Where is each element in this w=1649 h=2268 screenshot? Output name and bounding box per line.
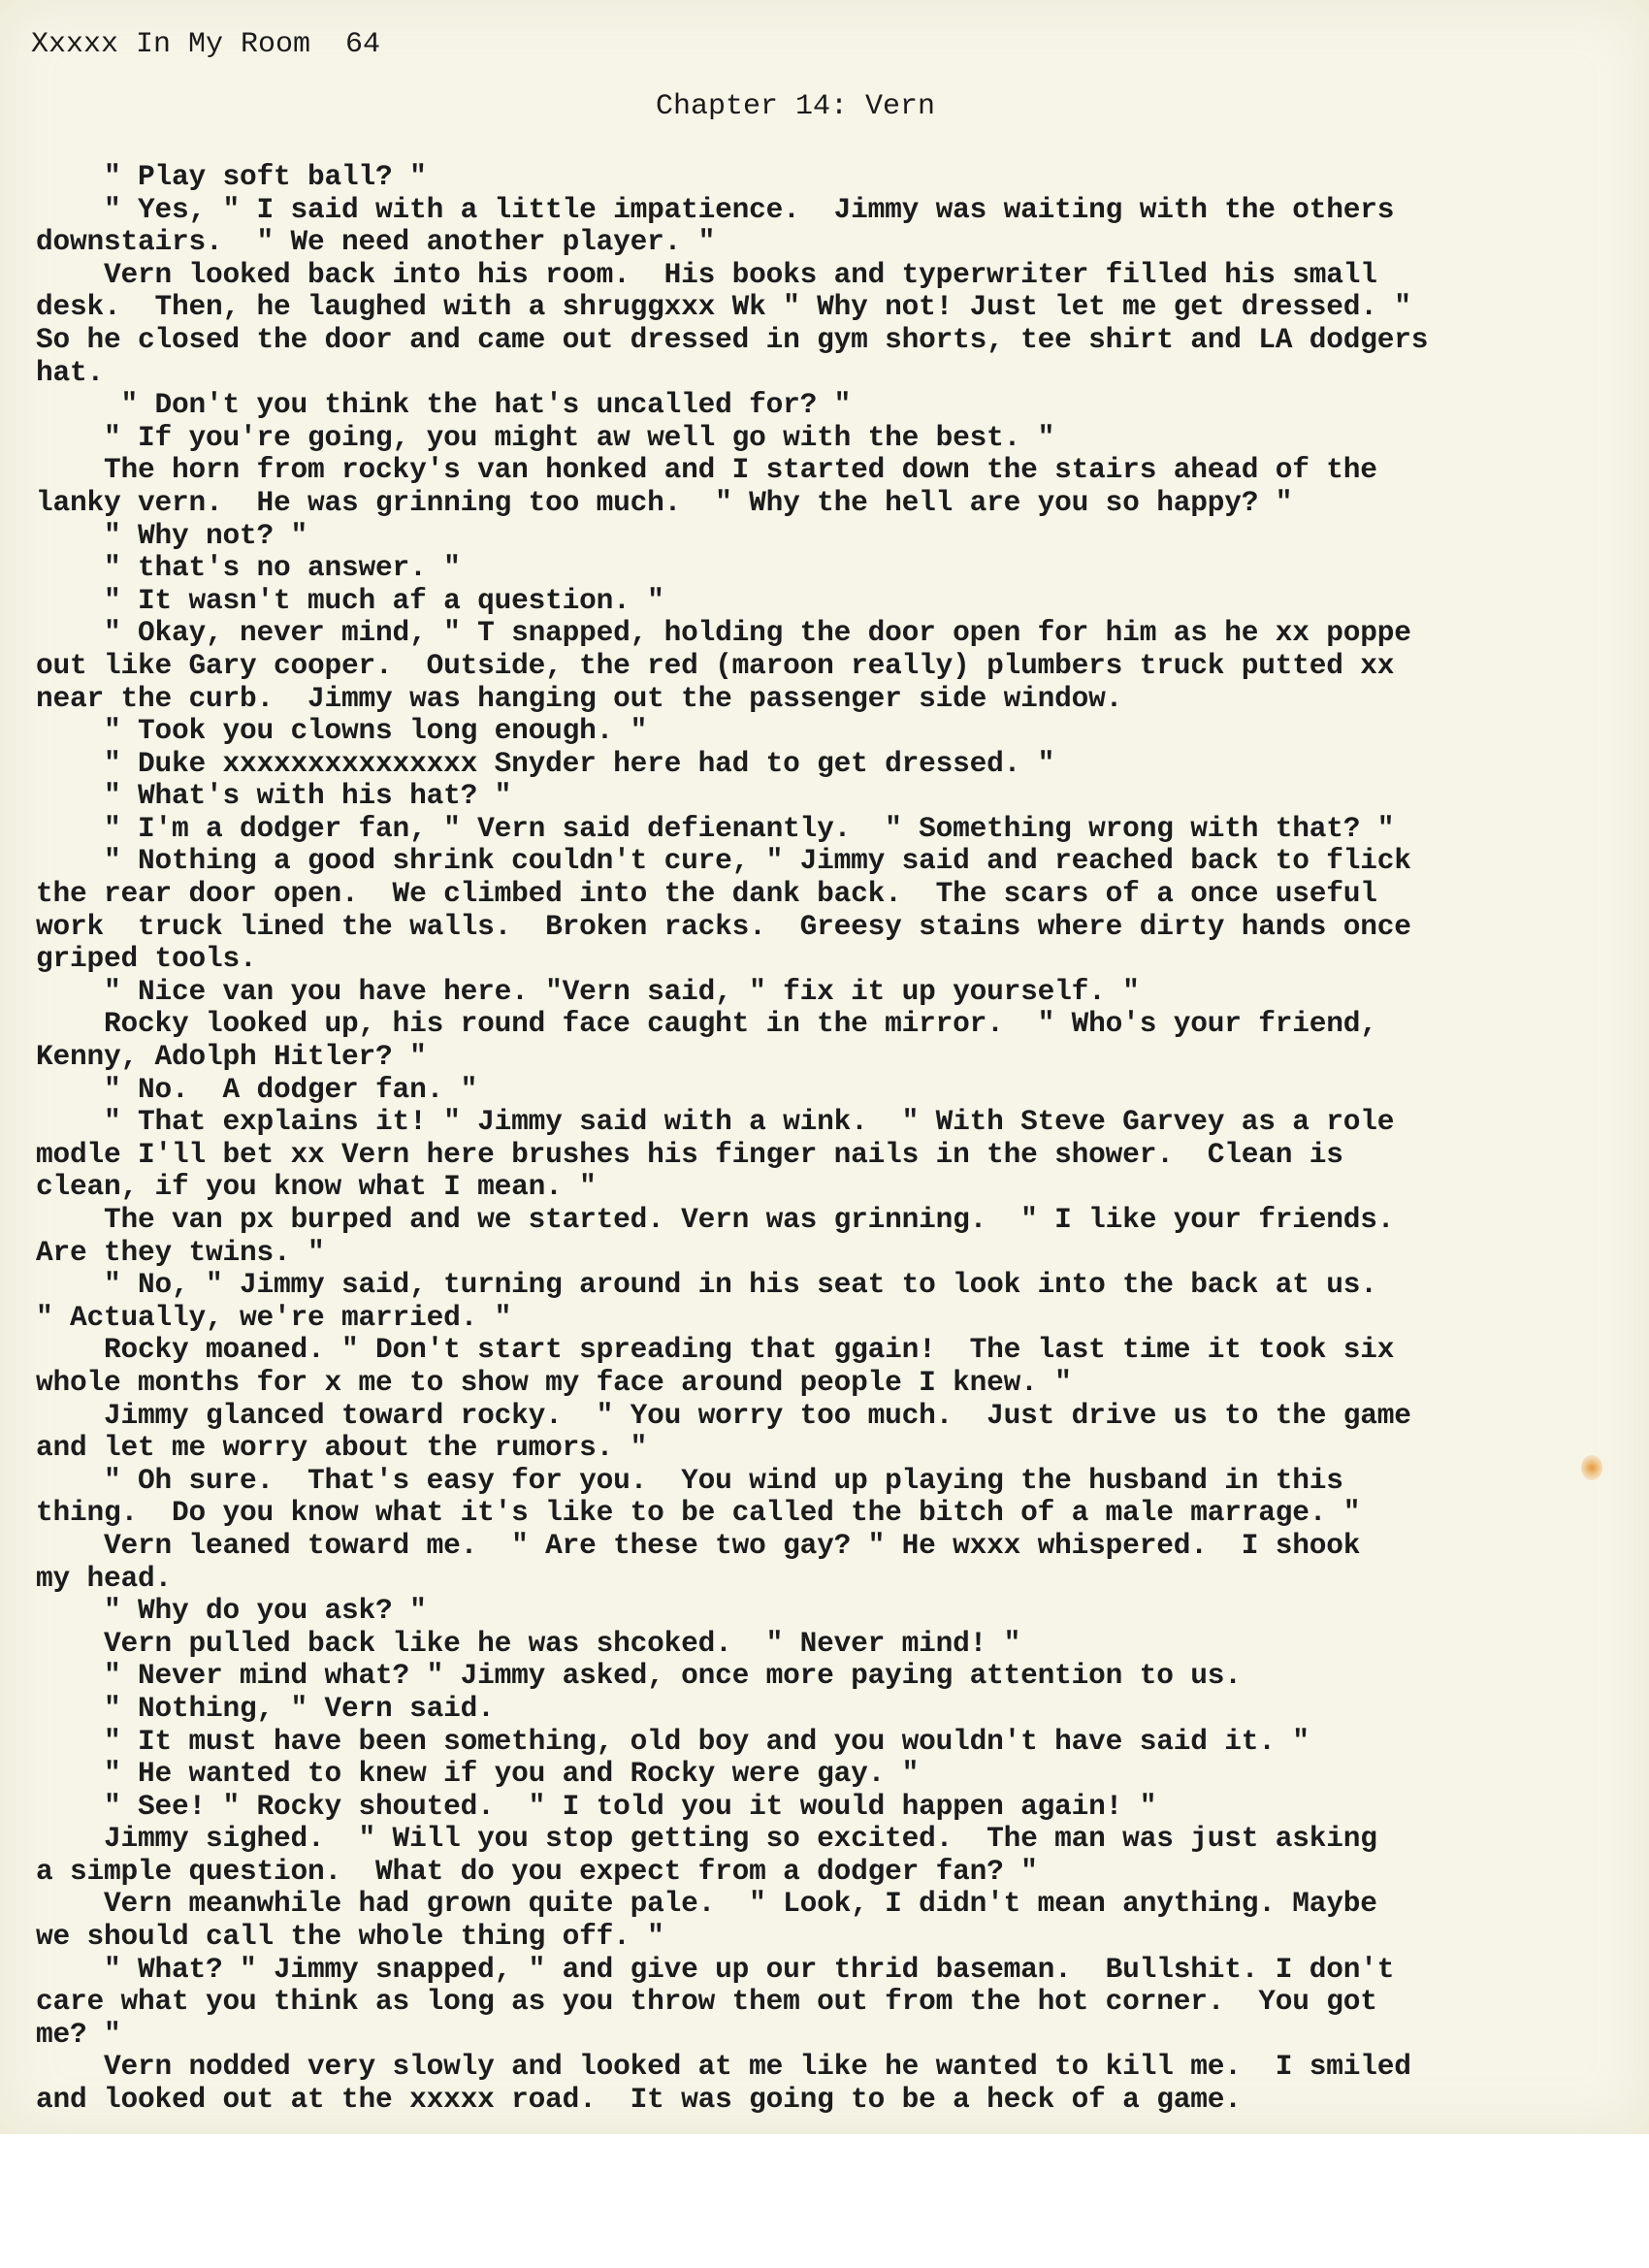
text-line: we should call the whole thing off. " bbox=[36, 1920, 664, 1954]
manuscript-body bbox=[36, 161, 1636, 2117]
text-line: my head. bbox=[36, 1561, 173, 1595]
text-line: work truck lined the walls. Broken racks. Greesy stains where dirty hands once bbox=[36, 909, 1411, 943]
text-line: hat. bbox=[36, 355, 105, 389]
text-line: near the curb. Jimmy was hanging out the passenger side window. bbox=[36, 681, 1123, 715]
text-line: me? " bbox=[36, 2017, 121, 2051]
text-line: clean, if you know what I mean. " bbox=[36, 1170, 597, 1204]
text-line: modle I'll bet xx Vern here brushes his finger nails in the shower. Clean is bbox=[36, 1137, 1343, 1171]
text-line: thing. Do you know what it's like to be called the bitch of a male marrage. " bbox=[36, 1496, 1361, 1530]
text-line: " That explains it! " Jimmy said with a wink. " With Steve Garvey as a role bbox=[36, 1105, 1395, 1139]
text-line: Kenny, Adolph Hitler? " bbox=[36, 1040, 427, 1074]
page-header: Xxxxx In My Room 64 bbox=[31, 28, 381, 61]
text-line: griped tools. bbox=[36, 942, 257, 976]
text-line: " Nothing, " Vern said. bbox=[36, 1691, 495, 1725]
chapter-title: Chapter 14: Vern bbox=[655, 90, 936, 123]
text-line: The horn from rocky's van honked and I started down the stairs ahead of the bbox=[36, 453, 1377, 487]
text-line: " It wasn't much af a question. " bbox=[36, 583, 664, 617]
text-line: and let me worry about the rumors. " bbox=[36, 1431, 648, 1465]
text-line: Are they twins. " bbox=[36, 1235, 325, 1269]
text-line: " Why not? " bbox=[36, 518, 308, 552]
text-line: Vern pulled back like he was shcoked. " Never mind! " bbox=[36, 1626, 1021, 1660]
text-line: " Took you clowns long enough. " bbox=[36, 714, 648, 748]
text-line: " No, " Jimmy said, turning around in his seat to look into the back at us. bbox=[36, 1268, 1377, 1302]
text-line: Jimmy sighed. " Will you stop getting so excited. The man was just asking bbox=[36, 1822, 1377, 1856]
text-line: care what you think as long as you throw them out from the hot corner. You got bbox=[36, 1985, 1377, 2019]
text-line: Vern nodded very slowly and looked at me like he wanted to kill me. I smiled bbox=[36, 2050, 1411, 2084]
text-line: " See! " Rocky shouted. " I told you it would happen again! " bbox=[36, 1789, 1157, 1823]
text-line: lanky vern. He was grinning too much. " Why the hell are you so happy? " bbox=[36, 485, 1293, 519]
text-line: " If you're going, you might aw well go with the best. " bbox=[36, 420, 1055, 454]
text-line: downstairs. " We need another player. " bbox=[36, 225, 716, 259]
text-line: Rocky looked up, his round face caught in the mirror. " Who's your friend, bbox=[36, 1007, 1377, 1041]
text-line: " It must have been something, old boy and you wouldn't have said it. " bbox=[36, 1724, 1310, 1758]
text-line: " No. A dodger fan. " bbox=[36, 1072, 478, 1106]
text-line: " I'm a dodger fan, " Vern said defienantly. " Something wrong with that? " bbox=[36, 811, 1395, 845]
text-line: " Duke xxxxxxxxxxxxxxx Snyder here had to get dressed. " bbox=[36, 746, 1055, 780]
text-line: " Yes, " I said with a little impatience. Jimmy was waiting with the others bbox=[36, 192, 1395, 226]
text-line: whole months for x me to show my face around people I knew. " bbox=[36, 1365, 1072, 1399]
text-line: " Never mind what? " Jimmy asked, once more paying attention to us. bbox=[36, 1659, 1242, 1693]
text-line: " that's no answer. " bbox=[36, 551, 461, 585]
text-line: " Play soft ball? " bbox=[36, 160, 427, 193]
text-line: Vern looked back into his room. His books and typerwriter filled his small bbox=[36, 257, 1377, 291]
text-line: The van px burped and we started. Vern was grinning. " I like your friends. bbox=[36, 1203, 1395, 1236]
text-line: " He wanted to knew if you and Rocky were gay. " bbox=[36, 1757, 920, 1791]
text-line: " Nothing a good shrink couldn't cure, " Jimmy said and reached back to flick bbox=[36, 844, 1411, 878]
text-line: and looked out at the xxxxx road. It was going to be a heck of a game. bbox=[36, 2083, 1242, 2117]
text-line: desk. Then, he laughed with a shruggxxx Wk " Why not! Just let me get dressed. " bbox=[36, 290, 1411, 324]
text-line: " Don't you think the hat's uncalled for? " bbox=[36, 388, 852, 422]
text-line: " Oh sure. That's easy for you. You wind up playing the husband in this bbox=[36, 1463, 1343, 1497]
text-line: " What? " Jimmy snapped, " and give up our thrid baseman. Bullshit. I don't bbox=[36, 1952, 1395, 1986]
text-line: " Why do you ask? " bbox=[36, 1594, 427, 1628]
text-line: " What's with his hat? " bbox=[36, 779, 512, 813]
text-line: Jimmy glanced toward rocky. " You worry too much. Just drive us to the game bbox=[36, 1398, 1411, 1432]
text-line: " Okay, never mind, " T snapped, holding the door open for him as he xx poppe bbox=[36, 616, 1411, 650]
text-line: a simple question. What do you expect from a dodger fan? " bbox=[36, 1854, 1038, 1888]
text-line: So he closed the door and came out dressed in gym shorts, tee shirt and LA dodgers bbox=[36, 322, 1429, 356]
text-line: " Nice van you have here. "Vern said, " fix it up yourself. " bbox=[36, 974, 1140, 1008]
text-line: the rear door open. We climbed into the dank back. The scars of a once useful bbox=[36, 877, 1377, 911]
text-line: Vern meanwhile had grown quite pale. " Look, I didn't mean anything. Maybe bbox=[36, 1887, 1377, 1921]
text-line: Vern leaned toward me. " Are these two gay? " He wxxx whispered. I shook bbox=[36, 1528, 1361, 1562]
text-line: out like Gary cooper. Outside, the red (maroon really) plumbers truck putted xx bbox=[36, 648, 1395, 682]
text-line: " Actually, we're married. " bbox=[36, 1300, 512, 1334]
text-line: Rocky moaned. " Don't start spreading that ggain! The last time it took six bbox=[36, 1333, 1395, 1367]
